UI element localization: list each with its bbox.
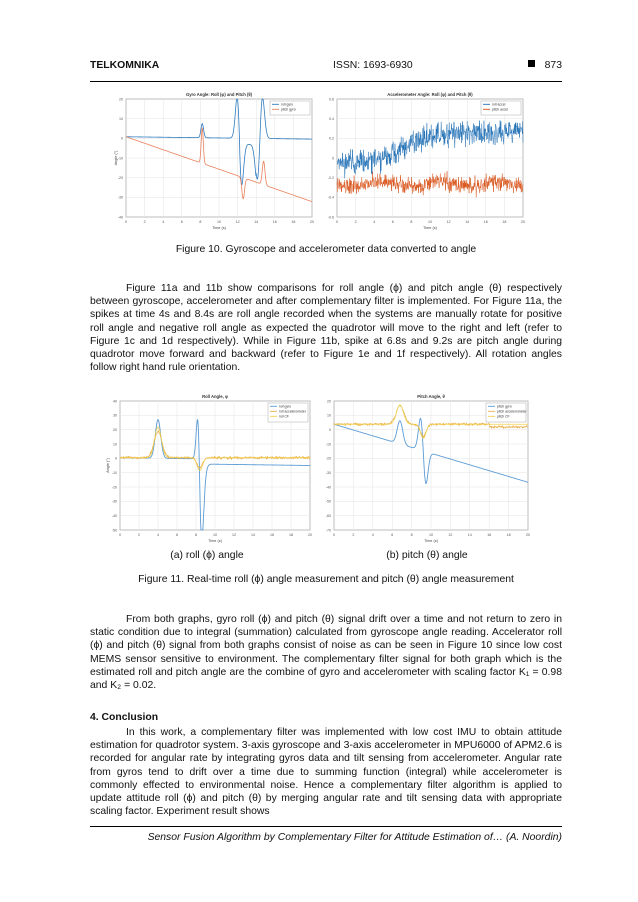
journal-name: TELKOMNIKA — [90, 60, 160, 71]
x-tick-label: 2 — [138, 533, 140, 537]
figure-10-gyro-plot — [112, 91, 316, 231]
x-tick-label: 2 — [354, 220, 357, 224]
y-tick-label: 30 — [113, 413, 117, 418]
chart-title: Roll Angle, φ — [202, 394, 228, 399]
x-axis-label: Time (s) — [423, 226, 437, 230]
legend-label: roll gyro — [281, 102, 294, 107]
x-tick-label: 0 — [125, 220, 127, 224]
x-tick-label: 18 — [506, 533, 511, 537]
legend-label: pitch gyro — [497, 404, 512, 409]
y-tick-label: 10 — [327, 413, 331, 418]
figure-11-caption: Figure 11. Real-time roll (ϕ) angle measurement and pitch (θ) angle measurement — [138, 574, 514, 585]
y-tick-label: 40 — [113, 399, 117, 404]
x-tick-label: 6 — [176, 533, 178, 537]
x-tick-label: 0 — [336, 220, 338, 224]
legend-label: roll gyro — [279, 404, 292, 409]
x-tick-label: 10 — [428, 220, 432, 224]
roll-angle-chart — [104, 392, 314, 544]
legend-label: pitch CF — [497, 414, 510, 419]
y-tick-label: -20 — [325, 456, 331, 461]
page-header — [90, 59, 562, 82]
x-tick-label: 14 — [251, 533, 255, 537]
y-tick-label: 0.4 — [329, 116, 334, 121]
x-tick-label: 0 — [119, 533, 121, 537]
legend-label: pitch gyro — [281, 107, 296, 112]
x-tick-label: 16 — [270, 533, 274, 537]
x-tick-label: 12 — [448, 533, 453, 537]
x-tick-label: 18 — [289, 533, 293, 537]
x-axis-label: Time (s) — [208, 539, 222, 543]
y-tick-label: -40 — [325, 485, 331, 490]
x-tick-label: 6 — [391, 220, 394, 224]
x-tick-label: 16 — [483, 220, 488, 224]
x-tick-label: 12 — [235, 220, 240, 224]
x-tick-label: 2 — [352, 533, 355, 537]
y-tick-label: 20 — [327, 399, 331, 404]
chart-title: Accelerometer Angle: Roll (φ) and Pitch (θ) — [387, 92, 473, 97]
square-bullet-icon — [528, 60, 535, 67]
paragraph-conclusion: In this work, a complementary filter was implemented with low cost IMU to obtain attitude estimation for quadrotor system. 3-axis gyroscope and 3-axis accelerometer in MPU6000 of APM2.6 is recorded for angular rate by integrating gyros data and tilt sensing from accelerometer. Angular rate from gyros tend to drift over a time due to summing function (integral) while accelerometer is commonly effected to environmental noise. Hence a complementary filter algorithm is applied to update attitude roll (ϕ) and pitch (θ) by merging angular rate and tilt sensing data with appropriate scaling factor. Experiment result shows — [90, 727, 562, 818]
x-tick-label: 6 — [180, 220, 183, 224]
y-tick-label: -70 — [325, 528, 331, 533]
x-tick-label: 20 — [521, 220, 525, 224]
y-tick-label: 0 — [115, 456, 117, 461]
y-axis-label: Angle (°) — [114, 150, 118, 166]
x-tick-label: 14 — [254, 220, 259, 224]
x-tick-label: 18 — [291, 220, 296, 224]
y-tick-label: -40 — [111, 513, 117, 518]
y-tick-label: 10 — [113, 442, 117, 447]
x-tick-label: 0 — [333, 533, 335, 537]
page-footer: Sensor Fusion Algorithm by Complementary Filter for Attitude Estimation of… (A. Noordin) — [90, 826, 562, 843]
x-tick-label: 2 — [143, 220, 146, 224]
x-tick-label: 12 — [232, 533, 236, 537]
figure-11b-pitch-plot — [318, 392, 532, 544]
x-tick-label: 8 — [410, 533, 413, 537]
figure-11a-roll-plot — [104, 392, 314, 544]
figure-10-accel-plot — [323, 91, 527, 231]
y-tick-label: -50 — [111, 528, 117, 533]
x-tick-label: 10 — [429, 533, 433, 537]
y-tick-label: -0.2 — [327, 175, 334, 180]
x-tick-label: 16 — [272, 220, 277, 224]
legend-label: roll accel — [492, 102, 506, 107]
y-tick-label: -20 — [117, 175, 123, 180]
x-tick-label: 20 — [526, 533, 530, 537]
y-tick-label: 0 — [329, 427, 331, 432]
y-tick-label: 20 — [119, 97, 123, 102]
x-tick-label: 4 — [157, 533, 159, 537]
y-tick-label: -40 — [117, 215, 123, 220]
x-tick-label: 4 — [162, 220, 165, 224]
pitch-angle-chart — [318, 392, 532, 544]
y-tick-label: -0.4 — [327, 195, 334, 200]
y-tick-label: -10 — [111, 470, 117, 475]
legend-label: roll CF — [279, 414, 289, 419]
x-tick-label: 10 — [213, 533, 217, 537]
y-tick-label: 0.2 — [329, 136, 334, 141]
y-tick-label: 0 — [121, 136, 123, 141]
accel-angle-chart — [323, 91, 527, 231]
chart-title: Gyro Angle: Roll (φ) and Pitch (θ) — [185, 92, 253, 97]
paragraph-figure-11-discussion: Figure 11a and 11b show comparisons for roll angle (ϕ) and pitch angle (θ) respectively between gyroscope, accelerometer and after complementary filter is implemented. For Figure 11a, the spikes at time 4s and 8.4s are roll angle recorded when the systems are manually rotate for positive roll angle and negative roll angle as expected the quadrotor will move to the right and left (refer to Figure 1c and 1d respectively). While in Figure 11b, spike at 6.8s and 9.2s are pitch angle during quadrotor move forward and backward (refer to Figure 1e and 1f respectively). All rotation angles follow right hand rule orientation. — [90, 283, 562, 374]
figure-11a-sublabel: (a) roll (ϕ) angle — [170, 550, 244, 561]
page-number: 873 — [528, 60, 562, 71]
y-tick-label: -30 — [325, 470, 331, 475]
legend-label: pitch accel — [492, 107, 509, 112]
y-tick-label: -30 — [117, 195, 123, 200]
y-tick-label: 0 — [332, 156, 334, 161]
y-tick-label: -30 — [111, 499, 117, 504]
y-tick-label: -10 — [117, 156, 123, 161]
y-tick-label: -0.6 — [327, 215, 334, 220]
y-tick-label: -10 — [325, 442, 331, 447]
x-axis-label: Time (s) — [424, 539, 438, 543]
y-tick-label: 20 — [113, 427, 117, 432]
figure-11b-sublabel: (b) pitch (θ) angle — [386, 550, 468, 561]
x-tick-label: 8 — [199, 220, 202, 224]
y-tick-label: -60 — [325, 513, 331, 518]
paragraph-graph-analysis: From both graphs, gyro roll (ϕ) and pitch (θ) signal drift over a time and not return to zero in static condition due to integral (summation) calculated from gyroscope angle reading. Accelerator roll (ϕ) and pitch (θ) signal from both graphs consist of noise as can be seen in Figure 10 since low cost MEMS sensor sensitive to environment. The complementary filter signal for both graph which is the estimated roll and pitch angle are the combine of gyro and accelerometer with scaling factor K₁ = 0.98 and K₂ = 0.02. — [90, 614, 562, 692]
issn: ISSN: 1693-6930 — [333, 60, 413, 71]
gyro-angle-chart — [112, 91, 316, 231]
y-tick-label: 10 — [119, 116, 123, 121]
x-tick-label: 8 — [410, 220, 413, 224]
x-tick-label: 18 — [502, 220, 507, 224]
x-tick-label: 4 — [371, 533, 374, 537]
y-tick-label: 0.6 — [329, 97, 334, 102]
legend-label: roll accelerometer — [279, 409, 306, 414]
y-tick-label: -50 — [325, 499, 331, 504]
x-tick-label: 10 — [217, 220, 221, 224]
x-tick-label: 14 — [467, 533, 472, 537]
figure-10-caption: Figure 10. Gyroscope and accelerometer data converted to angle — [175, 244, 477, 255]
legend-label: pitch accelerometer — [497, 409, 527, 414]
x-axis-label: Time (s) — [212, 226, 226, 230]
chart-title: Pitch Angle, θ — [417, 394, 445, 399]
x-tick-label: 16 — [487, 533, 492, 537]
x-tick-label: 14 — [465, 220, 470, 224]
x-tick-label: 20 — [310, 220, 314, 224]
y-axis-label: Angle (°) — [106, 458, 110, 473]
y-tick-label: -20 — [111, 485, 117, 490]
x-tick-label: 20 — [308, 533, 312, 537]
x-tick-label: 4 — [373, 220, 376, 224]
x-tick-label: 8 — [195, 533, 197, 537]
x-tick-label: 12 — [446, 220, 451, 224]
x-tick-label: 6 — [391, 533, 394, 537]
section-heading-conclusion: 4. Conclusion — [90, 712, 159, 723]
